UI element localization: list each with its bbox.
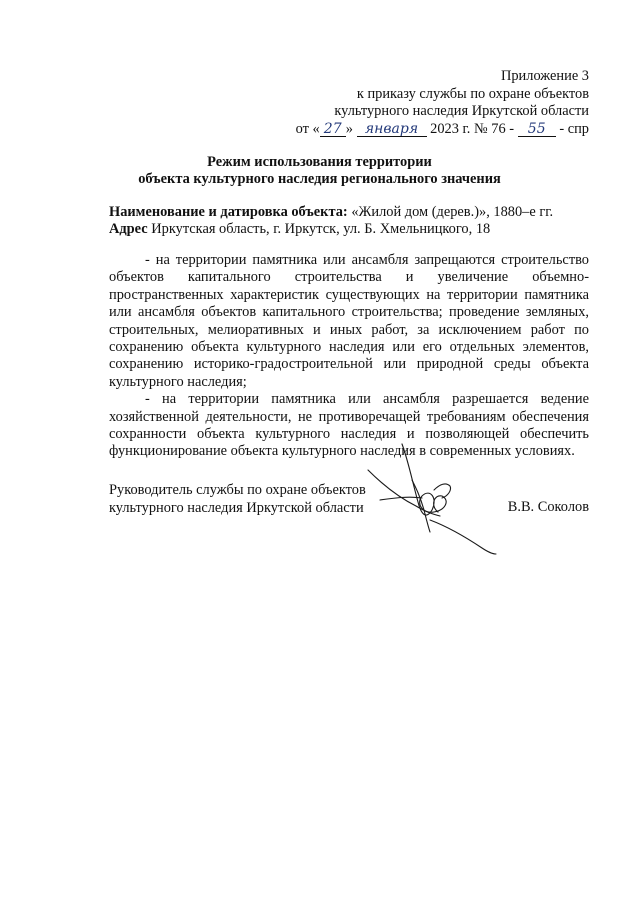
signatory-name: В.В. Соколов (507, 499, 589, 515)
order-suffix: - спр (559, 120, 589, 137)
title-line-1: Режим использования территории (207, 154, 432, 170)
date-day-handwritten: 27 (320, 122, 346, 137)
position-line-2: культурного наследия Иркутской области (109, 499, 364, 516)
object-address-value: Иркутская область, г. Иркутск, ул. Б. Хмельницкого, 18 (151, 221, 491, 237)
object-name-value: «Жилой дом (дерев.)», 1880–е гг. (351, 204, 554, 220)
object-address-row (109, 221, 490, 239)
object-address-label: Адрес (109, 221, 148, 237)
usage-regime-text (109, 252, 589, 461)
date-year-text: 2023 г. № 76 - (430, 120, 515, 137)
date-month-handwritten: января (357, 122, 427, 137)
document-title (0, 154, 639, 188)
handwritten-signature (360, 440, 500, 555)
appendix-date-line (296, 121, 589, 139)
appendix-line-1: Приложение 3 (500, 68, 589, 84)
paragraph-permissions: - на территории памятника или ансамбля разрешается ведение хозяйственной деятельности, не противоречащей требованиям обеспечения сохранности объекта культурного наследия и позволяющей обеспечить функционирование объекта культурного наследия в современных условиях. (109, 391, 589, 460)
appendix-line-2: к приказу службы по охране объектов (356, 85, 589, 102)
object-name-row (109, 204, 553, 222)
object-name-label: Наименование и датировка объекта: (109, 204, 348, 220)
date-mid: » (345, 120, 353, 137)
date-prefix: от « (295, 120, 320, 137)
appendix-line-3: культурного наследия Иркутской области (334, 103, 589, 119)
position-line-1: Руководитель службы по охране объектов (109, 482, 366, 498)
paragraph-prohibitions: - на территории памятника или ансамбля запрещаются строительство объектов капитального строительства и увеличение объемно-пространственных характеристик существующих на территории памятника или ансамбля объектов капитального строительства; проведение земляных, строительных, мелиоративных и иных работ, за исключением работ по сохранению объекта культурного наследия или его отдельных элементов, сохранению историко-градостроительной или природной среды объекта культурного наследия; (109, 252, 589, 390)
order-number-handwritten: 55 (518, 122, 556, 137)
signatory-position (109, 482, 366, 517)
title-line-2: объекта культурного наследия регионального значения (138, 171, 501, 187)
appendix-header (296, 68, 589, 138)
